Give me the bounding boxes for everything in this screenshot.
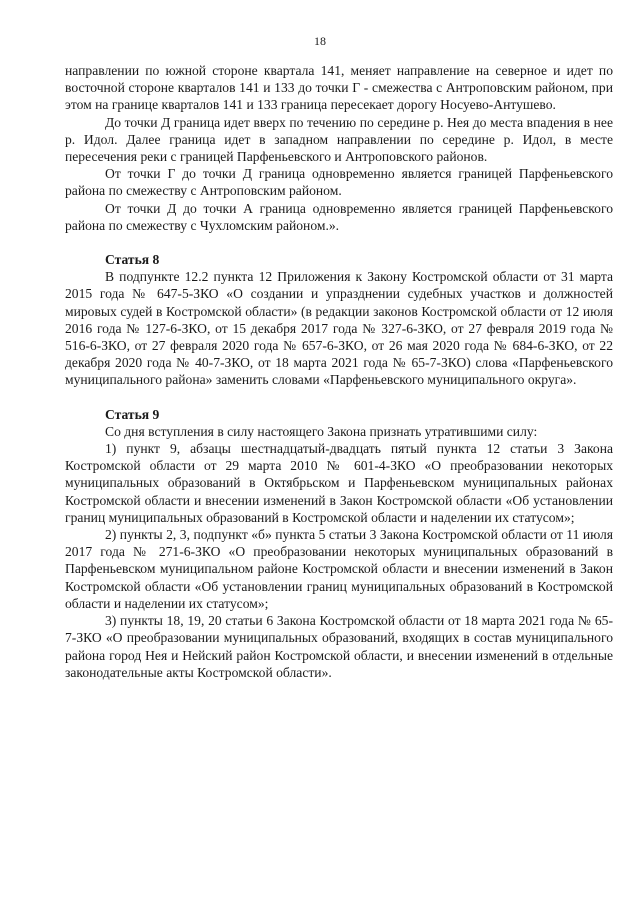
intro-paragraph-3: От точки Г до точки Д граница одновременно является границей Парфеньевского района по смежеству с Антроповским районом. — [65, 166, 613, 199]
article-9-heading: Статья 9 — [105, 406, 160, 422]
page-number: 18 — [314, 34, 326, 48]
intro-paragraph-4: От точки Д до точки А граница одновременно является границей Парфеньевского района по смежеству с Чухломским районом.». — [65, 200, 613, 233]
article-9-item-1: 1) пункт 9, абзацы шестнадцатый-двадцать пятый пункта 12 статьи 3 Закона Костромской области от 29 марта 2010 № 601-4-ЗКО «О преобразовании некоторых муниципальных образований в Октябрьском и Парфеньевском муниципальных районах Костромской области и внесении изменений в Закон Костромской области «Об установлении границ муниципальных образований в Костромской области и наделении их статусом»; — [65, 441, 613, 525]
article-9-item-2: 2) пункты 2, 3, подпункт «б» пункта 5 статьи 3 Закона Костромской области от 11 июля 2017 года № 271-6-ЗКО «О преобразовании некоторых муниципальных образований в Парфеньевском муниципальном районе Костромской области и внесении изменений в Закон Костромской области «Об установлении границ муниципальных образований в Костромской области и наделении их статусом»; — [65, 527, 613, 611]
spacer — [65, 389, 613, 406]
intro-paragraph-2: До точки Д граница идет вверх по течению по середине р. Нея до места впадения в нее р. Идол. Далее граница идет в западном направлении по середине р. Идол, в месте пересечения реки с границей Парфеньевского и Антроповского районов. — [65, 114, 613, 165]
article-9-intro: Со дня вступления в силу настоящего Закона признать утратившими силу: — [105, 423, 538, 439]
article-8-text: В подпункте 12.2 пункта 12 Приложения к Закону Костромской области от 31 марта 2015 года № 647-5-ЗКО «О создании и упразднении судебных участков и должностей мировых судей в Костромской области» (в редакции законов Костромской области от 12 июля 2016 года № 127-6-ЗКО, от 15 декабря 2017 года № 327-6-ЗКО, от 27 февраля 2019 года № 516-6-ЗКО, от 27 февраля 2020 года № 657-6-ЗКО, от 26 мая 2020 года № 684-6-ЗКО, от 22 декабря 2020 года № 40-7-ЗКО, от 18 марта 2021 года № 65-7-ЗКО) слова «Парфеньевского муниципального района» заменить словами «Парфеньевского муниципального округа». — [65, 269, 613, 388]
article-8-heading: Статья 8 — [105, 252, 160, 268]
spacer — [65, 234, 613, 251]
intro-paragraph-1: направлении по южной стороне квартала 141, меняет направление на северное и идет по восточной стороне кварталов 141 и 133 до точки Г - смежества с Антроповским районом, при этом на границе кварталов 141 и 133 граница пересекает дорогу Носуево-Антушево. — [65, 63, 613, 113]
article-9-item-3: 3) пункты 18, 19, 20 статьи 6 Закона Костромской области от 18 марта 2021 года № 65-7-ЗКО «О преобразовании муниципальных образований, входящих в состав муниципального района город Нея и Нейский район Костромской области, и внесении изменений в отдельные законодательные акты Костромской области». — [65, 613, 613, 680]
document-body — [65, 62, 613, 681]
